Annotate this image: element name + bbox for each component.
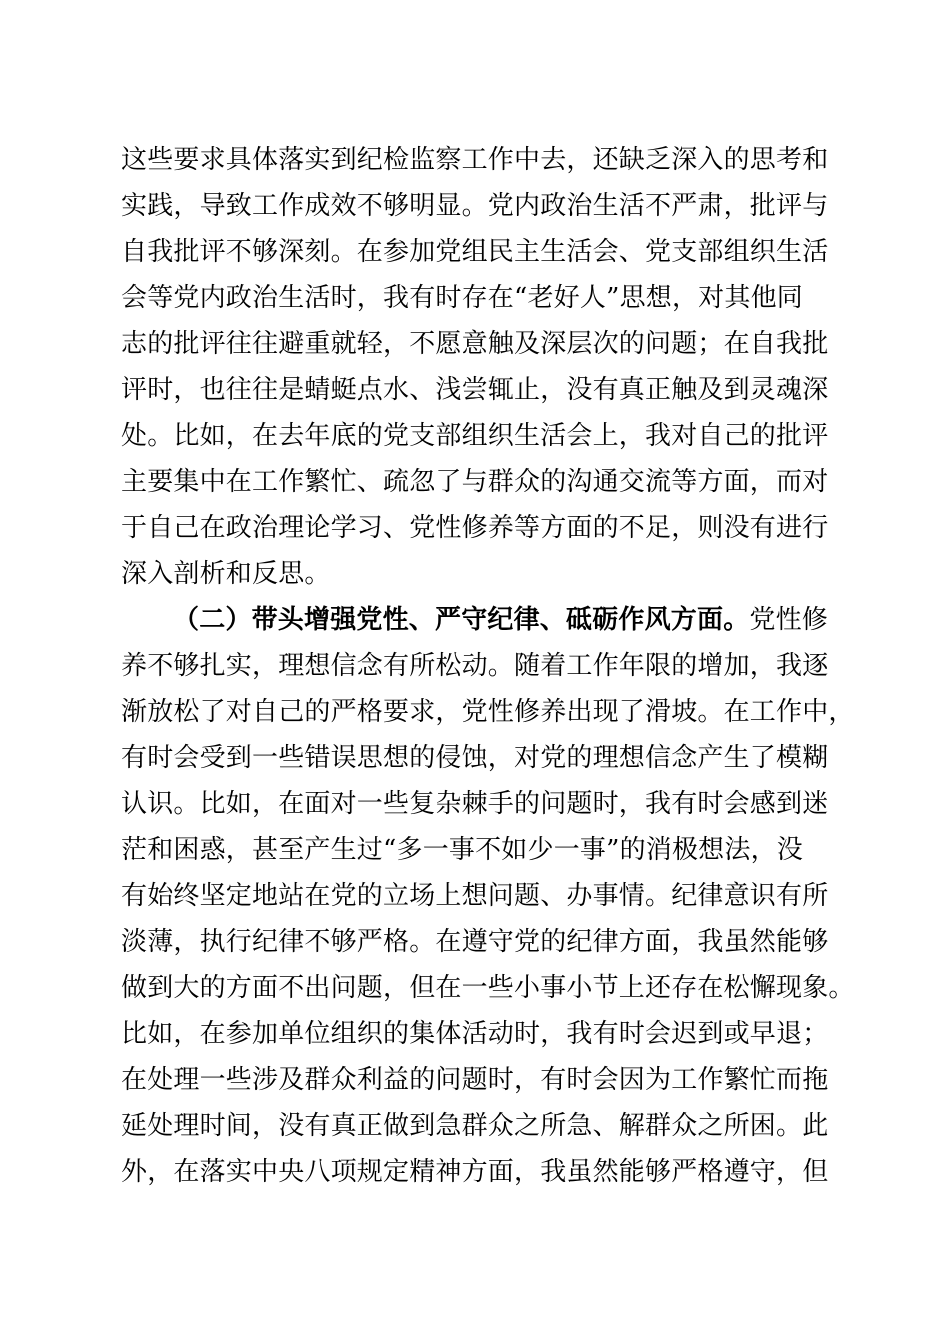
text-line: 渐放松了对自己的严格要求，党性修养出现了滑坡。在工作中，	[121, 697, 855, 727]
text-line: 志的批评往往避重就轻，不愿意触及深层次的问题；在自我批	[121, 329, 829, 359]
text-line: 有时会受到一些错误思想的侵蚀，对党的理想信念产生了模糊	[121, 743, 829, 773]
text-line: 淡薄，执行纪律不够严格。在遵守党的纪律方面，我虽然能够	[121, 927, 829, 957]
text-line: 这些要求具体落实到纪检监察工作中去，还缺乏深入的思考和	[121, 145, 829, 175]
text-line: 处。比如，在去年底的党支部组织生活会上，我对自己的批评	[121, 421, 829, 451]
text-line: 于自己在政治理论学习、党性修养等方面的不足，则没有进行	[121, 513, 829, 543]
section-heading: （二）带头增强党性、严守纪律、砥砺作风方面。	[173, 605, 750, 635]
text-line: 实践，导致工作成效不够明显。党内政治生活不严肃，批评与	[121, 191, 829, 221]
text-line: 会等党内政治生活时，我有时存在“老好人”思想，对其他同	[121, 283, 803, 313]
text-line: 深入剖析和反思。	[121, 559, 331, 589]
text-line: 做到大的方面不出问题，但在一些小事小节上还存在松懈现象。	[121, 973, 855, 1003]
text-line: 养不够扎实，理想信念有所松动。随着工作年限的增加，我逐	[121, 651, 829, 681]
text-line: 外，在落实中央八项规定精神方面，我虽然能够严格遵守，但	[121, 1157, 829, 1187]
text-line: 有始终坚定地站在党的立场上想问题、办事情。纪律意识有所	[121, 881, 829, 911]
text-line: 延处理时间，没有真正做到急群众之所急、解群众之所困。此	[121, 1111, 829, 1141]
text-line: 主要集中在工作繁忙、疏忽了与群众的沟通交流等方面，而对	[121, 467, 829, 497]
text-line: 茫和困惑，甚至产生过“多一事不如少一事”的消极想法，没	[121, 835, 803, 865]
text-line: 自我批评不够深刻。在参加党组民主生活会、党支部组织生活	[121, 237, 829, 267]
text-fragment: 党性修	[749, 605, 829, 635]
text-line: 比如，在参加单位组织的集体活动时，我有时会迟到或早退；	[121, 1019, 829, 1049]
text-line: 认识。比如，在面对一些复杂棘手的问题时，我有时会感到迷	[121, 789, 829, 819]
section-heading-line	[173, 600, 833, 640]
text-line: 评时，也往往是蜻蜓点水、浅尝辄止，没有真正触及到灵魂深	[121, 375, 829, 405]
text-line: 在处理一些涉及群众利益的问题时，有时会因为工作繁忙而拖	[121, 1065, 829, 1095]
